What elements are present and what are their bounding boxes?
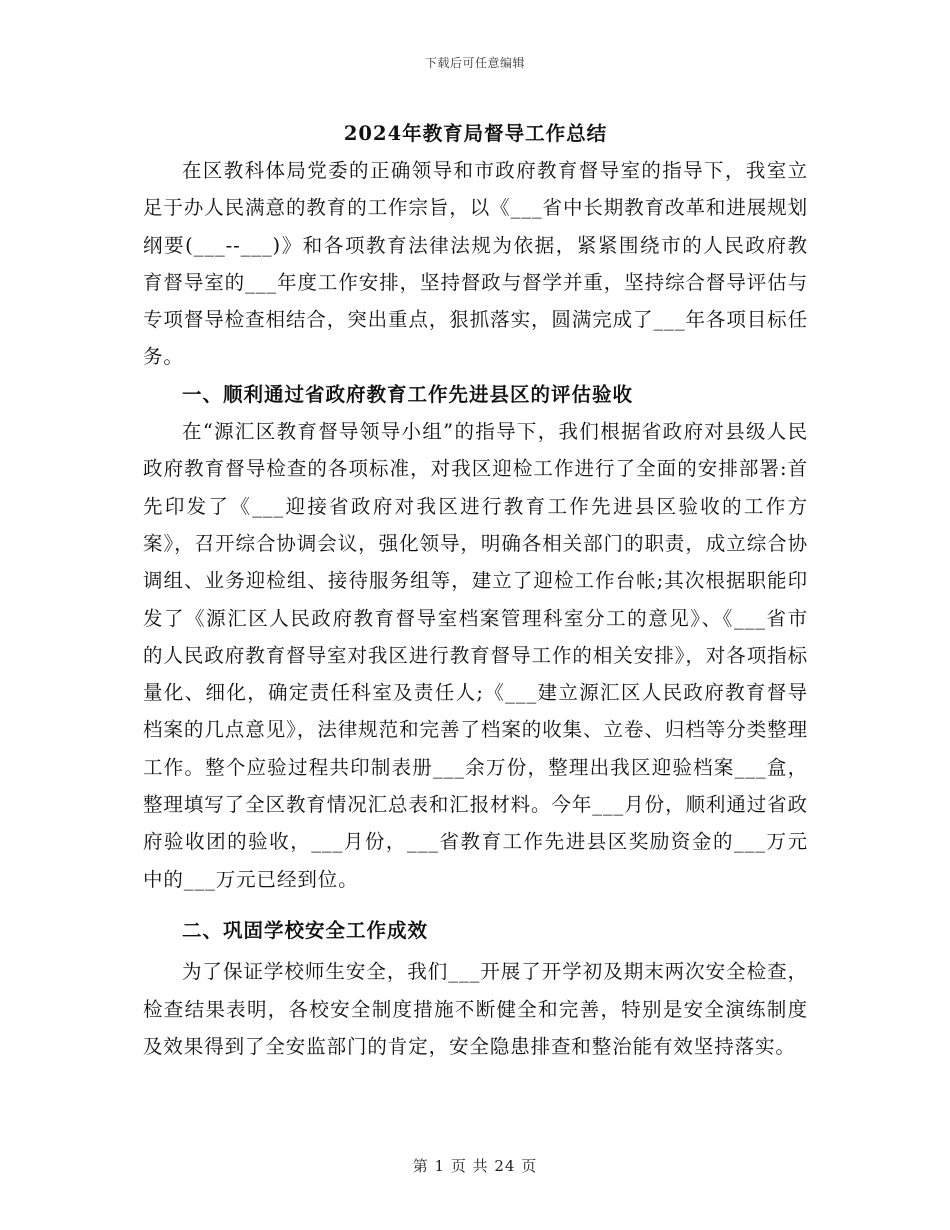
- section-2-paragraph: 为了保证学校师生安全，我们___开展了开学初及期末两次安全检查，检查结果表明，各校安全制度措施不断健全和完善，特别是安全演练制度及效果得到了全安监部门的肯定，安全隐患排查和整治能有效坚持落实。: [143, 960, 808, 1058]
- section-2-heading: 二、巩固学校安全工作成效: [182, 918, 429, 942]
- section-1-heading: 一、顺利通过省政府教育工作先进县区的评估验收: [182, 382, 634, 406]
- intro-paragraph: 在区教科体局党委的正确领导和市政府教育督导室的指导下，我室立足于办人民满意的教育的工作宗旨，以《___省中长期教育改革和进展规划纲要(___--___)》和各项教育法律法规为依据，紧紧围绕市的人民政府教育督导室的___年度工作安排，坚持督政与督学并重，坚持综合督导评估与专项督导检查相结合，突出重点，狠抓落实，圆满完成了___年各项目标任务。: [143, 159, 808, 369]
- header-note: 下载后可任意编辑: [424, 56, 525, 70]
- page-footer: 第 1 页 共 24 页: [412, 1157, 538, 1175]
- section-1-paragraph: 在“源汇区教育督导领导小组”的指导下，我们根据省政府对县级人民政府教育督导检查的各项标准，对我区迎检工作进行了全面的安排部署:首先印发了《___迎接省政府对我区进行教育工作先进县区验收的工作方案》，召开综合协调会议，强化领导，明确各相关部门的职责，成立综合协调组、业务迎检组、接待服务组等，建立了迎检工作台帐;其次根据职能印发了《源汇区人民政府教育督导室档案管理科室分工的意见》、《___省市的人民政府教育督导室对我区进行教育督导工作的相关安排》，对各项指标量化、细化，确定责任科室及责任人;《___建立源汇区人民政府教育督导档案的几点意见》，法律规范和完善了档案的收集、立卷、归档等分类整理工作。整个应验过程共印制表册___余万份，整理出我区迎验档案___盒，整理填写了全区教育情况汇总表和汇报材料。今年___月份，顺利通过省政府验收团的验收，___月份，___省教育工作先进县区奖励资金的___万元中的___万元已经到位。: [143, 420, 808, 891]
- document-body: [143, 118, 808, 1065]
- document-title: 2024年教育局督导工作总结: [343, 122, 608, 145]
